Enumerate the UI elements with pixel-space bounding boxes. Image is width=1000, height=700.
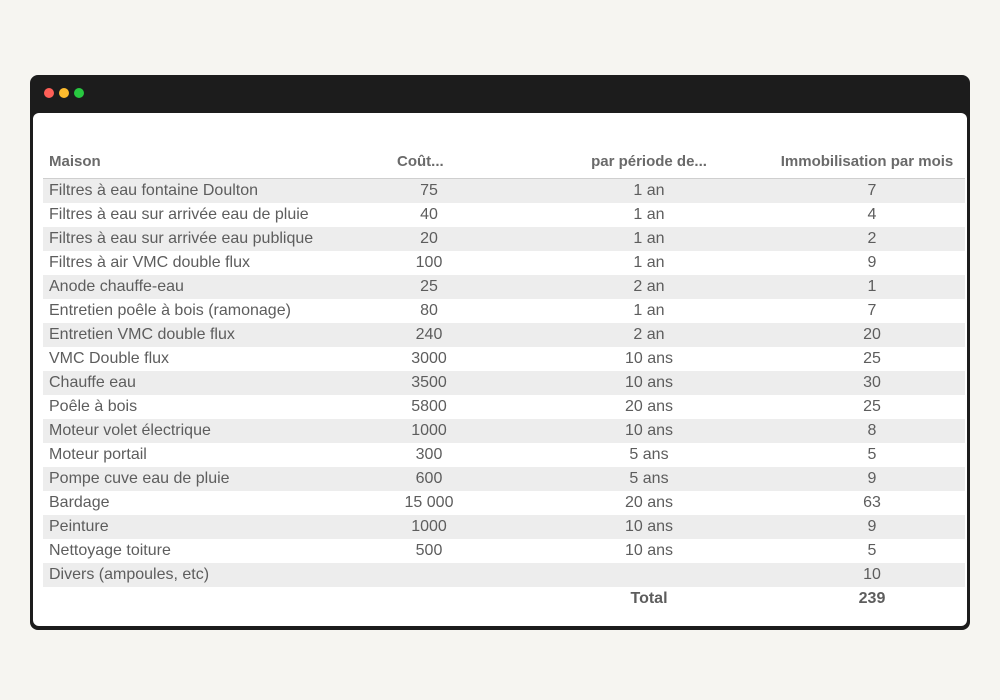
header-periode: par période de... bbox=[529, 113, 769, 179]
cell-period[interactable]: 1 an bbox=[633, 302, 665, 319]
cell-monthly[interactable]: 8 bbox=[769, 419, 965, 443]
header-maison: Maison bbox=[43, 113, 389, 179]
cell-cost[interactable]: 25 bbox=[389, 275, 529, 299]
total-empty-cost bbox=[389, 587, 529, 611]
cell-name[interactable]: Anode chauffe-eau bbox=[43, 275, 389, 299]
cell-monthly[interactable]: 5 bbox=[867, 446, 877, 463]
table-row bbox=[43, 347, 965, 371]
cell-cost[interactable]: 15 000 bbox=[404, 494, 454, 511]
cell-cost[interactable]: 240 bbox=[389, 323, 529, 347]
cell-name[interactable]: Moteur portail bbox=[49, 446, 147, 463]
cell-period[interactable]: 10 ans bbox=[529, 515, 769, 539]
cell-cost[interactable]: 80 bbox=[420, 302, 438, 319]
cell-monthly[interactable]: 20 bbox=[769, 323, 965, 347]
table-row bbox=[43, 539, 965, 563]
cell-monthly[interactable]: 63 bbox=[863, 494, 881, 511]
cell-name[interactable]: VMC Double flux bbox=[49, 350, 170, 367]
cell-period[interactable]: 5 ans bbox=[529, 467, 769, 491]
cell-name[interactable]: Chauffe eau bbox=[43, 371, 389, 395]
table-row bbox=[43, 419, 965, 443]
header-row bbox=[43, 113, 965, 179]
cell-cost[interactable]: 5800 bbox=[411, 398, 447, 415]
table-row bbox=[43, 323, 965, 347]
cell-monthly[interactable]: 25 bbox=[863, 350, 881, 367]
cell-name[interactable]: Filtres à eau sur arrivée eau de pluie bbox=[49, 206, 309, 223]
cell-cost[interactable]: 1000 bbox=[389, 515, 529, 539]
cell-monthly[interactable]: 5 bbox=[867, 542, 877, 559]
cell-name[interactable]: Entretien VMC double flux bbox=[43, 323, 389, 347]
cell-period[interactable]: 10 ans bbox=[529, 419, 769, 443]
cell-monthly[interactable]: 9 bbox=[867, 254, 877, 271]
table-row bbox=[43, 299, 965, 323]
cell-period[interactable]: 20 ans bbox=[624, 398, 674, 415]
cell-name[interactable]: Moteur volet électrique bbox=[43, 419, 389, 443]
cell-period[interactable]: 10 ans bbox=[529, 371, 769, 395]
maintenance-cost-table bbox=[43, 113, 965, 611]
header-cout: Coût... bbox=[389, 113, 529, 179]
table-row bbox=[43, 227, 965, 251]
minimize-window-button[interactable] bbox=[59, 88, 69, 98]
cell-cost[interactable]: 100 bbox=[415, 254, 443, 271]
table-row bbox=[43, 203, 965, 227]
title-bar bbox=[30, 75, 970, 113]
cell-monthly[interactable]: 30 bbox=[769, 371, 965, 395]
table-row bbox=[43, 371, 965, 395]
cell-monthly[interactable]: 9 bbox=[769, 467, 965, 491]
table-row bbox=[43, 251, 965, 275]
cell-period[interactable]: 10 ans bbox=[624, 350, 674, 367]
cell-period[interactable]: 2 an bbox=[529, 323, 769, 347]
cell-period[interactable]: 2 an bbox=[529, 275, 769, 299]
cell-monthly[interactable]: 10 bbox=[769, 563, 965, 587]
cell-monthly[interactable]: 7 bbox=[867, 302, 877, 319]
spreadsheet-view bbox=[33, 113, 967, 626]
table-row bbox=[43, 491, 965, 515]
table-row bbox=[43, 179, 965, 204]
cell-name[interactable]: Filtres à eau fontaine Doulton bbox=[43, 179, 389, 204]
table-row bbox=[43, 515, 965, 539]
cell-monthly[interactable]: 1 bbox=[769, 275, 965, 299]
cell-name[interactable]: Pompe cuve eau de pluie bbox=[43, 467, 389, 491]
cell-monthly[interactable]: 9 bbox=[769, 515, 965, 539]
cell-period[interactable]: 1 an bbox=[529, 179, 769, 204]
cell-cost[interactable]: 75 bbox=[389, 179, 529, 204]
table-row bbox=[43, 563, 965, 587]
cell-period[interactable] bbox=[529, 563, 769, 587]
cell-cost[interactable]: 1000 bbox=[389, 419, 529, 443]
cell-cost[interactable] bbox=[389, 563, 529, 587]
header-immobilisation: Immobilisation par mois bbox=[769, 113, 965, 179]
table-row bbox=[43, 395, 965, 419]
cell-name[interactable]: Filtres à eau sur arrivée eau publique bbox=[43, 227, 389, 251]
table-row bbox=[43, 467, 965, 491]
cell-name[interactable]: Poêle à bois bbox=[49, 398, 138, 415]
table-row bbox=[43, 443, 965, 467]
cell-name[interactable]: Entretien poêle à bois (ramonage) bbox=[49, 302, 291, 319]
close-window-button[interactable] bbox=[44, 88, 54, 98]
cell-period[interactable]: 1 an bbox=[529, 227, 769, 251]
cell-period[interactable]: 1 an bbox=[633, 206, 665, 223]
cell-cost[interactable]: 300 bbox=[415, 446, 443, 463]
cell-period[interactable]: 20 ans bbox=[624, 494, 674, 511]
cell-monthly[interactable]: 7 bbox=[769, 179, 965, 204]
maximize-window-button[interactable] bbox=[74, 88, 84, 98]
cell-name[interactable]: Nettoyage toiture bbox=[49, 542, 171, 559]
cell-name[interactable]: Peinture bbox=[43, 515, 389, 539]
cell-cost[interactable]: 600 bbox=[389, 467, 529, 491]
cell-period[interactable]: 10 ans bbox=[624, 542, 674, 559]
total-value: 239 bbox=[769, 587, 965, 611]
app-window bbox=[30, 75, 970, 630]
cell-period[interactable]: 5 ans bbox=[629, 446, 669, 463]
cell-cost[interactable]: 3000 bbox=[411, 350, 447, 367]
cell-name[interactable]: Bardage bbox=[49, 494, 110, 511]
cell-monthly[interactable]: 2 bbox=[769, 227, 965, 251]
cell-period[interactable]: 1 an bbox=[633, 254, 665, 271]
cell-monthly[interactable]: 25 bbox=[863, 398, 881, 415]
total-empty-name bbox=[43, 587, 389, 611]
cell-cost[interactable]: 20 bbox=[389, 227, 529, 251]
cell-cost[interactable]: 3500 bbox=[389, 371, 529, 395]
total-row bbox=[43, 587, 965, 611]
cell-name[interactable]: Filtres à air VMC double flux bbox=[49, 254, 250, 271]
total-label: Total bbox=[529, 587, 769, 611]
table-row bbox=[43, 275, 965, 299]
cell-cost[interactable]: 500 bbox=[415, 542, 443, 559]
cell-monthly[interactable]: 4 bbox=[867, 206, 877, 223]
cell-cost[interactable]: 40 bbox=[420, 206, 438, 223]
cell-name[interactable]: Divers (ampoules, etc) bbox=[43, 563, 389, 587]
